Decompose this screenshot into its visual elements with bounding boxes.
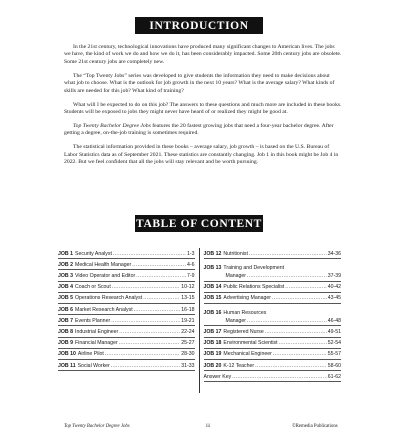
toc-leader-dots (265, 329, 327, 335)
footer-publisher: ©Remedia Publications (292, 424, 338, 429)
toc-entry (58, 293, 195, 304)
intro-paragraph-4 (64, 123, 342, 138)
toc-entry (204, 349, 342, 360)
toc-leader-dots (119, 329, 180, 335)
toc-leader-dots (105, 351, 180, 357)
introduction-text (64, 44, 342, 173)
toc-page-range: 52-54 (327, 340, 341, 347)
toc-job-number: JOB 3 (58, 273, 73, 280)
toc-entry (58, 360, 195, 371)
toc-job-number: JOB 15 (203, 295, 222, 302)
toc-entry (58, 270, 195, 281)
toc-leader-dots (111, 318, 180, 324)
toc-leader-dots (247, 318, 327, 324)
toc-job-title: K-12 Teacher (223, 362, 255, 369)
toc-leader-dots (143, 295, 180, 301)
toc-job-number: JOB 4 (58, 284, 73, 291)
toc-job-title: Nutritionist (223, 250, 248, 257)
toc-entry (204, 304, 342, 326)
toc-job-title: Answer Key (203, 373, 232, 380)
toc-entry (58, 259, 195, 270)
toc-job-number: JOB 12 (203, 250, 222, 257)
toc-job-title: Industrial Engineer (75, 329, 119, 335)
toc-entry (58, 248, 195, 259)
toc-page-range: 40-42 (327, 284, 341, 291)
footer-page-number: iii (206, 424, 210, 429)
toc-heading: TABLE OF CONTENT (135, 215, 263, 232)
toc-leader-dots (273, 351, 327, 357)
toc-page-range: 19-21 (181, 317, 195, 324)
toc-leader-dots (279, 340, 327, 346)
toc-leader-dots (285, 284, 326, 290)
toc-page-range: 37-39 (327, 273, 341, 280)
toc-page-range: 13-15 (181, 295, 195, 302)
toc-job-title: Human Resources (223, 309, 267, 316)
toc-leader-dots (134, 307, 181, 313)
toc-job-title: Mechanical Engineer (223, 351, 272, 358)
toc-page-range: 28-30 (181, 351, 195, 358)
toc-job-number: JOB 11 (58, 362, 76, 369)
toc-page-range: 43-45 (327, 295, 341, 302)
book-title-italic: Top Twenty Bachelor Degree Jobs (73, 123, 151, 130)
introduction-heading: INTRODUCTION (135, 17, 263, 34)
toc-entry (58, 282, 195, 293)
toc-job-title: Operations Research Analyst (75, 295, 143, 302)
toc-page-range: 58-60 (327, 362, 341, 369)
toc-job-number: JOB 19 (203, 351, 222, 358)
toc-leader-dots (136, 273, 186, 279)
toc-page-range: 1-3 (187, 250, 195, 257)
toc-page-range: 31-33 (181, 362, 195, 369)
toc-entry (204, 248, 342, 259)
toc-leader-dots (132, 262, 186, 268)
toc-job-title: Market Research Analyst (75, 306, 133, 313)
intro-paragraph-2: The “Top Twenty Jobs” series was developed to give students the information they need to make decisions about what job to choose. What is the outlook for job growth in the next 10 years? What is the average salary? What kinds of skills are needed for this job? What kind of training? (64, 72, 335, 94)
toc-job-number: JOB 13 (203, 265, 222, 272)
toc-entry (204, 282, 342, 293)
toc-job-title: Airline Pilot (77, 351, 104, 358)
toc-entry (58, 349, 195, 360)
toc-job-number: JOB 16 (203, 309, 222, 316)
toc-page-range: 7-9 (187, 273, 195, 280)
toc-job-title: Video Operator and Editor (75, 273, 136, 280)
toc-job-number: JOB 14 (203, 284, 222, 291)
toc-leader-dots (272, 295, 327, 301)
toc-entry (204, 293, 342, 304)
toc-job-title: Training and Development (223, 265, 285, 272)
toc-leader-dots (232, 374, 327, 380)
toc-job-title: Registered Nurse (223, 329, 264, 336)
toc-job-title: Environmental Scientist (223, 340, 278, 347)
toc-job-title: Financial Manager (75, 340, 118, 347)
intro-paragraph-1: In the 21st century, technological innovations have produced many significant changes to American lives. The jobs we have, the kind of work we do and how we do it, has been considerably impacted. Some 20th century jobs are obsolete. Some 21st century jobs are completely new. (64, 44, 342, 65)
toc-entry (204, 259, 342, 281)
toc-page-range: 55-57 (327, 351, 341, 358)
toc-entry (204, 371, 342, 382)
toc-page-range: 16-18 (181, 306, 195, 313)
toc-entry (58, 315, 195, 326)
toc-job-number: JOB 17 (203, 329, 222, 336)
toc-job-number: JOB 8 (58, 329, 73, 335)
toc-page-range: 22-24 (181, 329, 195, 335)
toc-right-column (200, 248, 342, 393)
toc-page-range: 25-27 (181, 340, 195, 347)
toc-job-title: Events Planner (75, 317, 111, 324)
toc-page-range: 46-48 (327, 317, 341, 324)
intro-paragraph-4-text: features the 20 fastest growing jobs that need a four-year bachelor degree. After getting a degree, on-the-job training is sometimes required. (64, 123, 334, 137)
toc-job-number: JOB 10 (58, 351, 76, 358)
toc-page-range: 4-6 (187, 261, 195, 268)
intro-paragraph-5: The statistical information provided in these books – average salary, job growth – is based on the U.S. Bureau of Labor Statistics data as of September 2021. These statistics are constantly changing. Job 1 in this book might be Job 4 in 2022. But we feel confident that all the jobs will stay relevant and be worth pursuing. (64, 144, 339, 166)
toc-job-title: Social Worker (77, 362, 110, 369)
toc-job-number: JOB 20 (203, 362, 222, 369)
toc-job-number: JOB 9 (58, 340, 73, 347)
toc-leader-dots (119, 340, 181, 346)
toc-page-range: 49-51 (327, 329, 341, 336)
toc-entry (204, 326, 342, 337)
toc-job-title: Medical Health Manager (75, 261, 132, 268)
toc-entry (58, 338, 195, 349)
toc-leader-dots (249, 251, 327, 257)
toc-job-number: JOB 7 (58, 317, 73, 324)
toc-job-title: Advertising Manager (223, 295, 271, 302)
toc-job-number: JOB 2 (58, 261, 73, 268)
toc-page-range: 34-36 (327, 250, 341, 257)
toc-leader-dots (255, 363, 327, 369)
toc-entry (204, 338, 342, 349)
toc-job-title: Public Relations Specialist (223, 284, 285, 291)
toc-leader-dots (112, 284, 180, 290)
toc-job-title-cont: Manager (225, 317, 246, 324)
toc-entry (58, 326, 195, 337)
toc-job-title-cont: Manager (225, 273, 246, 280)
toc-page-range: 10-12 (181, 284, 195, 291)
toc-page-range: 61-62 (327, 373, 341, 380)
toc-job-title: Coach or Scout (75, 284, 111, 291)
toc-job-number: JOB 6 (58, 306, 73, 313)
toc-job-number: JOB 1 (58, 250, 73, 257)
toc-job-number: JOB 18 (203, 340, 222, 347)
footer-book-title: Top Twenty Bachelor Degree Jobs (64, 424, 130, 429)
toc-entry (204, 360, 342, 371)
toc-entry (58, 304, 195, 315)
toc-leader-dots (113, 251, 186, 257)
table-of-contents (58, 248, 341, 393)
toc-left-column (58, 248, 200, 393)
toc-leader-dots (111, 363, 180, 369)
toc-job-title: Security Analyst (75, 250, 112, 257)
intro-paragraph-3: What will I be expected to do on this job? The answers to these questions and much more are included in these books. Students will be exposed to jobs they might never have heard of or realized they might be good at. (64, 101, 342, 116)
toc-job-number: JOB 5 (58, 295, 73, 302)
toc-leader-dots (247, 273, 327, 279)
